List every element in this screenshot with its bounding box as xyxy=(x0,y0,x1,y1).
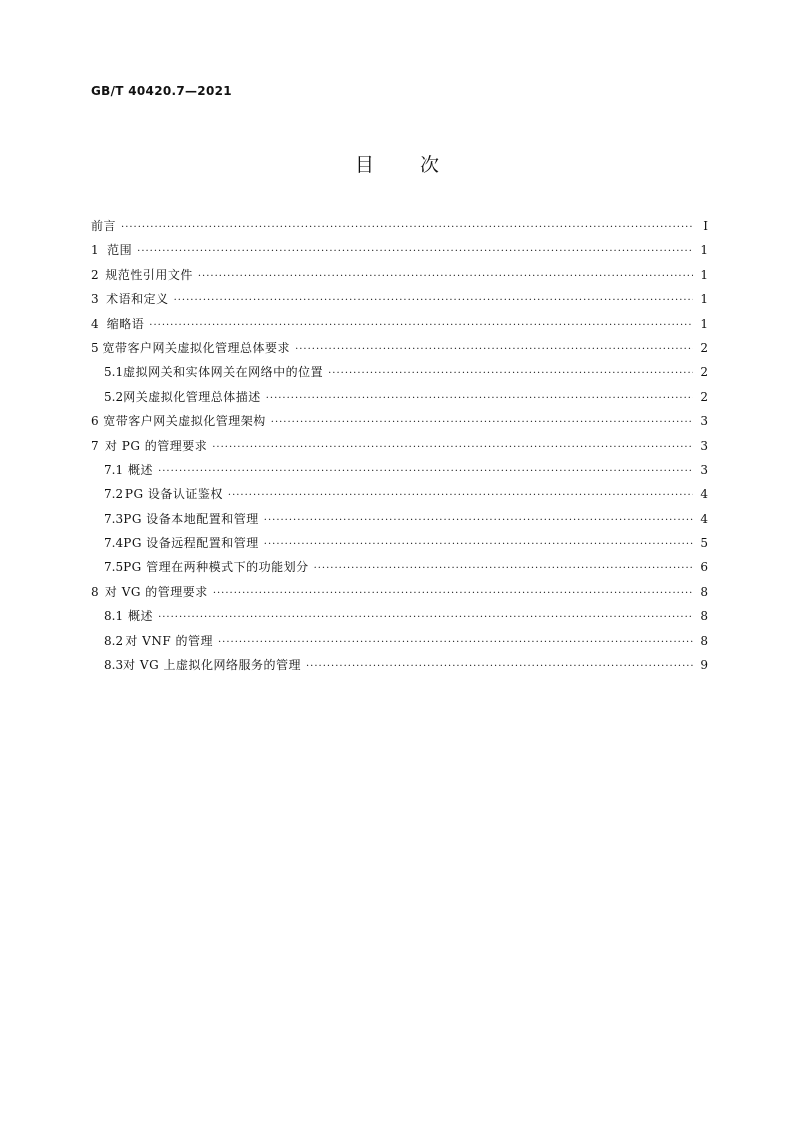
toc-entry-page-number: 2 xyxy=(700,365,708,380)
toc-entry-page-number: 1 xyxy=(700,292,708,307)
toc-entry-page-number: 2 xyxy=(700,389,708,404)
toc-entry-number: 5.1 xyxy=(104,365,124,380)
toc-entry-number: 8 xyxy=(91,584,99,599)
toc-entry[interactable] xyxy=(91,653,708,677)
toc-entry-title: 宽带客户网关虚拟化管理总体要求 xyxy=(102,340,291,355)
toc-entry-title: 概述 xyxy=(128,462,154,477)
toc-entry[interactable] xyxy=(91,629,708,653)
toc-entry-title: PG 设备远程配置和管理 xyxy=(123,536,259,551)
toc-dot-leader xyxy=(218,631,693,655)
toc-entry[interactable] xyxy=(91,555,708,579)
toc-dot-leader xyxy=(271,411,693,435)
toc-entry-page-number: 2 xyxy=(700,340,708,355)
toc-entry-number: 3 xyxy=(91,292,99,307)
toc-entry-title: 对 VNF 的管理 xyxy=(125,633,213,648)
toc-dot-leader xyxy=(295,338,693,362)
toc-dot-leader xyxy=(314,557,693,581)
toc-entry-title: PG 设备本地配置和管理 xyxy=(123,511,259,526)
toc-entry[interactable] xyxy=(91,385,708,409)
toc-entry[interactable] xyxy=(91,507,708,531)
toc-entry-title: 对 VG 上虚拟化网络服务的管理 xyxy=(123,658,301,673)
toc-entry-page-number: 5 xyxy=(700,536,708,551)
toc-dot-leader xyxy=(174,289,693,313)
toc-entry[interactable] xyxy=(91,531,708,555)
toc-entry-title: 对 PG 的管理要求 xyxy=(104,438,208,453)
toc-entry[interactable] xyxy=(91,458,708,482)
toc-entry-page-number: 1 xyxy=(700,243,708,258)
toc-entry-number: 7 xyxy=(91,438,99,453)
toc-entry-page-number: 9 xyxy=(700,658,708,673)
toc-entry[interactable] xyxy=(91,287,708,311)
toc-entry-number: 7.3 xyxy=(104,511,124,526)
toc-dot-leader xyxy=(213,582,693,606)
toc-dot-leader xyxy=(212,436,693,460)
toc-entry-title: 虚拟网关和实体网关在网络中的位置 xyxy=(123,365,324,380)
toc-entry-title: 术语和定义 xyxy=(106,292,169,307)
toc-entry[interactable] xyxy=(91,434,708,458)
page-title-char-2: 次 xyxy=(420,154,440,176)
toc-entry-page-number: 8 xyxy=(700,609,708,624)
toc-entry-title: 网关虚拟化管理总体描述 xyxy=(123,389,261,404)
toc-entry-title: 规范性引用文件 xyxy=(105,267,193,282)
toc-entry-number: 7.5 xyxy=(104,560,124,575)
toc-entry-page-number: 1 xyxy=(700,316,708,331)
toc-entry-title: 范围 xyxy=(107,243,133,258)
toc-entry[interactable] xyxy=(91,360,708,384)
toc-entry-number: 7.1 xyxy=(104,462,124,477)
page-title xyxy=(0,150,794,177)
toc-entry[interactable] xyxy=(91,214,708,238)
toc-entry[interactable] xyxy=(91,409,708,433)
toc-dot-leader xyxy=(137,240,693,264)
toc-entry-page-number: 3 xyxy=(700,414,708,429)
toc-entry-number: 6 xyxy=(91,414,99,429)
page-title-char-1: 目 xyxy=(354,154,374,176)
toc-entry-page-number: 3 xyxy=(700,438,708,453)
toc-entry[interactable] xyxy=(91,580,708,604)
standard-number: GB/T 40420.7—2021 xyxy=(91,84,232,98)
toc-dot-leader xyxy=(158,460,693,484)
toc-entry-number: 7.2 xyxy=(104,487,124,502)
toc-entry-number: 7.4 xyxy=(104,536,124,551)
toc-entry-number: 8.1 xyxy=(104,609,124,624)
toc-dot-leader xyxy=(264,533,693,557)
toc-entry-page-number: 4 xyxy=(700,511,708,526)
toc-entry-title: 对 VG 的管理要求 xyxy=(104,584,208,599)
toc-entry-title: PG 设备认证鉴权 xyxy=(124,487,223,502)
toc-dot-leader xyxy=(149,314,693,338)
toc-entry[interactable] xyxy=(91,604,708,628)
toc-entry-number: 5 xyxy=(91,340,99,355)
toc-entry-page-number: 4 xyxy=(700,487,708,502)
toc-entry[interactable] xyxy=(91,238,708,262)
toc-entry-title: 前言 xyxy=(91,219,117,233)
toc-entry-title: 宽带客户网关虚拟化管理架构 xyxy=(103,414,266,429)
toc-entry-page-number: Ⅰ xyxy=(703,219,708,233)
toc-entry[interactable] xyxy=(91,312,708,336)
toc-entry-page-number: 3 xyxy=(700,462,708,477)
toc-entry-number: 2 xyxy=(91,267,99,282)
toc-entry-number: 5.2 xyxy=(104,389,124,404)
toc-entry[interactable] xyxy=(91,263,708,287)
toc-dot-leader xyxy=(228,484,693,508)
toc-dot-leader xyxy=(306,655,693,679)
toc-dot-leader xyxy=(264,509,693,533)
toc-entry[interactable] xyxy=(91,336,708,360)
toc-dot-leader xyxy=(198,265,693,289)
toc-entry-title: PG 管理在两种模式下的功能划分 xyxy=(123,560,309,575)
toc-entry-title: 概述 xyxy=(128,609,154,624)
toc-entry-page-number: 8 xyxy=(700,633,708,648)
toc-entry-number: 4 xyxy=(91,316,99,331)
toc-dot-leader xyxy=(158,606,693,630)
toc-dot-leader xyxy=(121,216,693,240)
toc-entry-title: 缩略语 xyxy=(106,316,145,331)
toc-entry-number: 8.2 xyxy=(104,633,124,648)
toc-entry-number: 1 xyxy=(91,243,99,258)
toc-entry-number: 8.3 xyxy=(104,658,124,673)
table-of-contents xyxy=(91,214,708,677)
toc-entry[interactable] xyxy=(91,482,708,506)
toc-dot-leader xyxy=(266,387,693,411)
toc-entry-page-number: 6 xyxy=(700,560,708,575)
toc-entry-page-number: 8 xyxy=(700,584,708,599)
toc-entry-page-number: 1 xyxy=(700,267,708,282)
toc-dot-leader xyxy=(328,362,693,386)
